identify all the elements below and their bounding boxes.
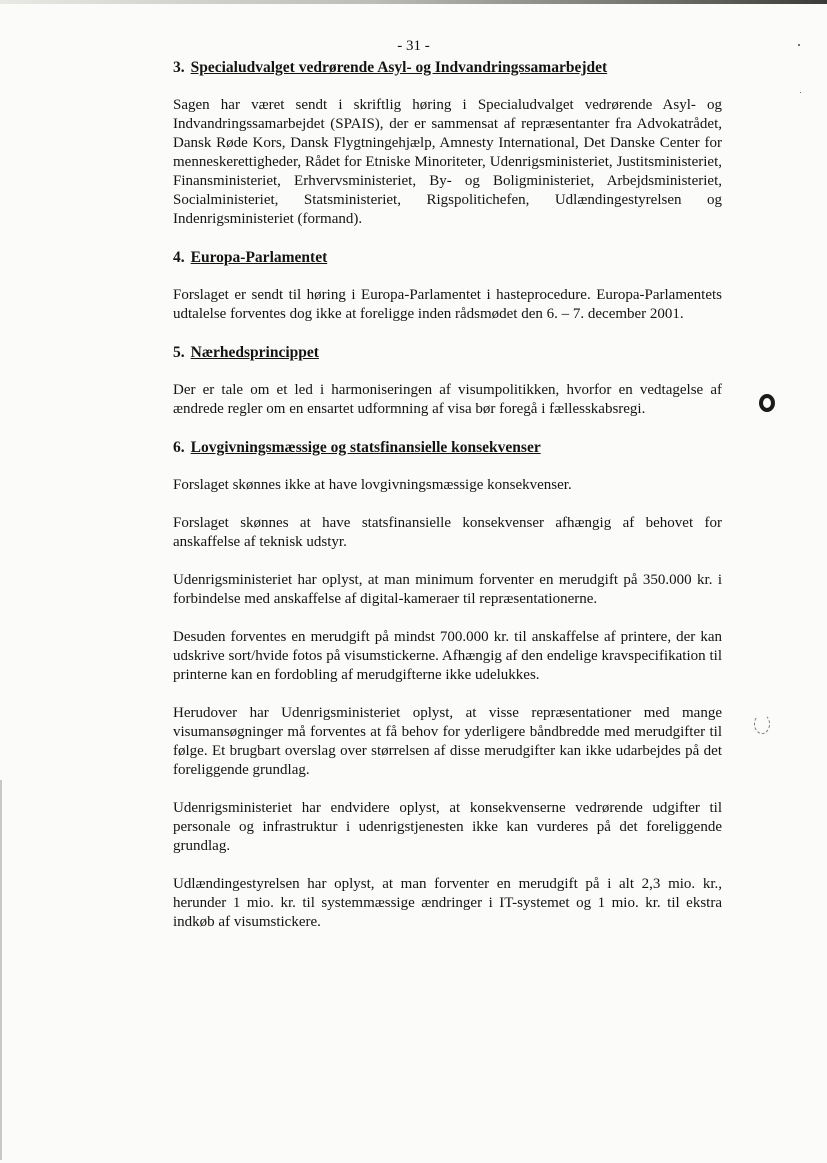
paragraph: Herudover har Udenrigsministeriet oplyst, at visse repræsentationer med mange visumansøgninger må forventes at få behov for yderligere båndbredde med merudgifter til følge. Et brugbart overslag over størrelsen af disse merudgifter kan ikke udarbejdes på det foreliggende grundlag. [173, 705, 722, 778]
section-number: 5. [173, 344, 185, 361]
section-5 [173, 343, 722, 419]
document-body [173, 58, 722, 951]
section-number: 3. [173, 59, 185, 76]
section-heading [173, 58, 722, 77]
paragraph: Forslaget skønnes ikke at have lovgivningsmæssige konsekvenser. [173, 477, 572, 493]
section-4 [173, 248, 722, 324]
section-6 [173, 438, 722, 932]
paragraph: Udenrigsministeriet har endvidere oplyst, at konsekvenserne vedrørende udgifter til personale og infrastruktur i udenrigstjenesten ikke kan vurderes på det foreliggende grundlag. [173, 800, 722, 854]
section-heading [173, 248, 722, 267]
page-number: - 31 - [397, 38, 430, 54]
section-3 [173, 58, 722, 229]
scan-speck [800, 92, 801, 93]
section-title: Specialudvalget vedrørende Asyl- og Indvandringssamarbejdet [190, 59, 608, 76]
section-heading [173, 343, 722, 362]
faint-punch-hole-mark [754, 714, 770, 734]
paragraph: Udenrigsministeriet har oplyst, at man minimum forventer en merudgift på 350.000 kr. i forbindelse med anskaffelse af digital-kameraer til repræsentationerne. [173, 572, 722, 607]
paragraph: Desuden forventes en merudgift på mindst 700.000 kr. til anskaffelse af printere, der kan udskrive sort/hvide fotos på visumstickerne. Afhængig af den endelige kravspecifikation til printerne kan en fordobling af merudgifterne ikke udelukkes. [173, 629, 722, 683]
section-title: Nærhedsprincippet [190, 344, 319, 361]
section-number: 6. [173, 439, 185, 456]
scan-edge-left [0, 780, 2, 1160]
paragraph: Forslaget skønnes at have statsfinansielle konsekvenser afhængig af behovet for anskaffelse af teknisk udstyr. [173, 515, 722, 550]
section-title: Europa-Parlamentet [190, 249, 328, 266]
punch-hole-mark [759, 394, 775, 412]
section-number: 4. [173, 249, 185, 266]
scan-edge-top [0, 0, 827, 4]
paragraph: Forslaget er sendt til høring i Europa-Parlamentet i hasteprocedure. Europa-Parlamentets udtalelse forventes dog ikke at foreligge inden rådsmødet den 6. – 7. december 2001. [173, 287, 722, 322]
paragraph: Udlændingestyrelsen har oplyst, at man forventer en merudgift på i alt 2,3 mio. kr., herunder 1 mio. kr. til systemmæssige ændringer i IT-systemet og 1 mio. kr. til ekstra indkøb af visumstickere. [173, 876, 722, 930]
paragraph: Sagen har været sendt i skriftlig høring i Specialudvalget vedrørende Asyl- og Indvandringssamarbejdet (SPAIS), der er sammensat af repræsentanter fra Advokatrådet, Dansk Røde Kors, Dansk Flygtningehjælp, Amnesty International, Det Danske Center for menneskerettigheder, Rådet for Etniske Minoriteter, Udenrigsministeriet, Justitsministeriet, Finansministeriet, Erhvervsministeriet, By- og Boligministeriet, Arbejdsministeriet, Socialministeriet, Statsministeriet, Rigspolitichefen, Udlændingestyrelsen og Indenrigsministeriet (formand). [173, 97, 722, 227]
section-title: Lovgivningsmæssige og statsfinansielle konsekvenser [190, 439, 541, 456]
paragraph: Der er tale om et led i harmoniseringen af visumpolitikken, hvorfor en vedtagelse af ændrede regler om en ensartet udformning af visa bør foregå i fællesskabsregi. [173, 382, 722, 417]
section-heading [173, 438, 722, 457]
scan-speck [798, 44, 800, 46]
